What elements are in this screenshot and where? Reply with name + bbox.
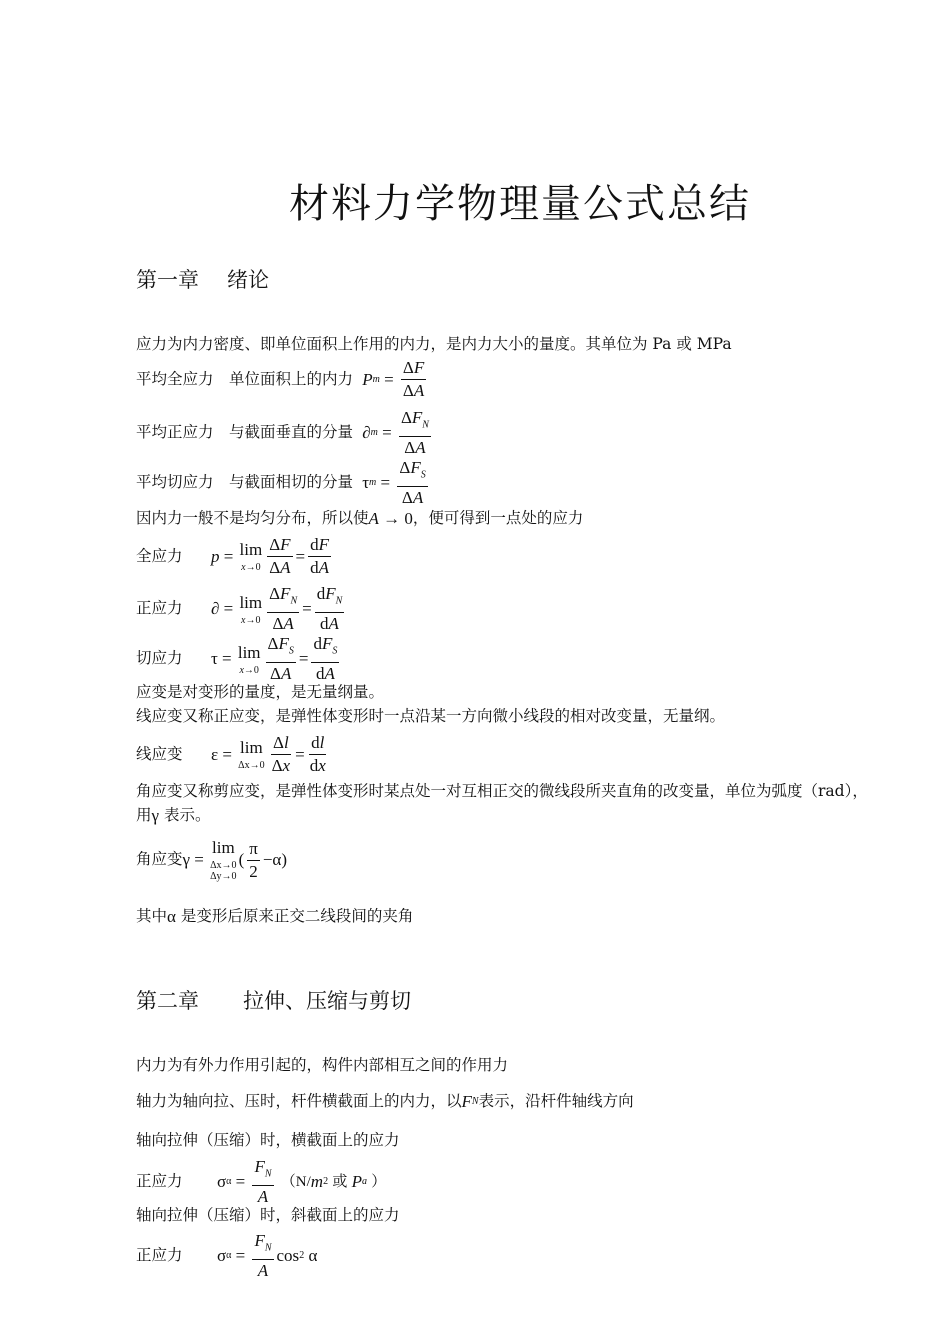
formula-axial-force-symbol: F N	[461, 1092, 479, 1111]
formula-avg-shear: τ m = $\frac{\Delta F_S}{\Delta A}$	[357, 458, 426, 508]
normal-stress-row	[136, 584, 347, 634]
avg-full-stress-row	[136, 358, 429, 401]
formula-angle-strain: γ = lim Δx→0 Δy→0 ( $\frac{\pi}{2}$ −α)	[182, 838, 287, 882]
chapter-name: 拉伸、压缩与剪切	[243, 989, 411, 1013]
formula-area-limit: A → 0	[368, 509, 413, 528]
row-label: 平均全应力 单位面积上的内力	[136, 369, 354, 388]
row-label: 正应力	[136, 599, 183, 618]
stress-definition: 应力为内力密度、即单位面积上作用的内力，是内力大小的量度。其单位为 Pa 或 MPa	[136, 335, 732, 353]
chapter-name: 绪论	[227, 268, 269, 292]
angle-strain-definition-2: 用γ 表示。	[136, 806, 211, 825]
internal-force-definition: 内力为有外力作用引起的，构件内部相互之间的作用力	[136, 1056, 509, 1074]
row-label: 正应力	[136, 1172, 183, 1191]
row-label: 正应力	[136, 1246, 183, 1265]
strain-definition: 应变是对变形的量度，是无量纲量。	[136, 683, 385, 701]
angle-strain-row	[136, 838, 287, 882]
formula-shear-stress: τ = lim x→0 $\frac{\Delta F_S}{\Delta A}$ = $\frac{dF_S}{dA}$	[210, 634, 338, 684]
oblique-section-stress-intro: 轴向拉伸（压缩）时，斜截面上的应力	[136, 1206, 400, 1224]
formula-oblique-section-stress: σ α = $\frac{F_N}{A}$ cos 2 α	[216, 1231, 318, 1281]
row-label: 角应变	[136, 850, 183, 868]
full-stress-row	[136, 535, 334, 578]
linear-strain-definition: 线应变又称正应变，是弹性体变形时一点沿某一方向微小线段的相对改变量，无量纲。	[136, 707, 726, 725]
shear-stress-row	[136, 634, 342, 684]
alpha-symbol: α	[167, 907, 176, 926]
formula-linear-strain: ε = lim Δx→0 $\frac{\Delta l}{\Delta x}$ = $\frac{dl}{dx}$	[210, 733, 326, 775]
avg-shear-stress-row	[136, 458, 431, 508]
angle-strain-definition-1: 角应变又称剪应变，是弹性体变形时某点处一对互相正交的微线段所夹直角的改变量，单位为弧度（rad），	[136, 782, 868, 800]
formula-avg-full: P m = $\frac{\Delta F}{\Delta A}$	[362, 358, 425, 400]
document-title: 材料力学物理量公式总结	[289, 181, 751, 227]
row-label: 全应力	[136, 546, 183, 565]
cross-section-stress-intro: 轴向拉伸（压缩）时，横截面上的应力	[136, 1131, 400, 1149]
formula-avg-normal: ∂ m = $\frac{\Delta F_N}{\Delta A}$	[357, 408, 429, 458]
formula-normal-stress: ∂ = lim x→0 $\frac{\Delta F_N}{\Delta A}$ = $\frac{dF_N}{dA}$	[210, 584, 343, 634]
row-label: 平均正应力 与截面垂直的分量	[136, 423, 354, 442]
chapter-number: 第二章	[136, 989, 199, 1013]
avg-normal-stress-row	[136, 408, 434, 458]
chapter-2-heading	[136, 985, 411, 1015]
formula-full-stress: p = lim x→0 $\frac{\Delta F}{\Delta A}$ = $\frac{dF}{dA}$	[210, 535, 330, 577]
row-label: 线应变	[136, 744, 183, 763]
row-label: 切应力	[136, 649, 183, 668]
chapter-1-heading	[136, 264, 269, 294]
limit-sentence: 因内力一般不是均匀分布，所以使 A → 0，便可得到一点处的应力	[136, 509, 584, 528]
alpha-note: 其中α 是变形后原来正交二线段间的夹角	[136, 907, 414, 926]
gamma-symbol: γ	[151, 806, 160, 825]
linear-strain-row	[136, 733, 331, 776]
row-label: 平均切应力 与截面相切的分量	[136, 473, 354, 492]
chapter-number: 第一章	[136, 268, 199, 292]
cross-section-normal-stress-row	[136, 1157, 386, 1207]
axial-force-definition: 轴力为轴向拉、压时，杆件横截面上的内力，以 F N 表示，沿杆件轴线方向	[136, 1092, 634, 1111]
oblique-section-normal-stress-row	[136, 1231, 317, 1281]
formula-cross-section-stress: σ α = $\frac{F_N}{A}$ （N/ m 2 或 P a ）	[216, 1157, 387, 1207]
